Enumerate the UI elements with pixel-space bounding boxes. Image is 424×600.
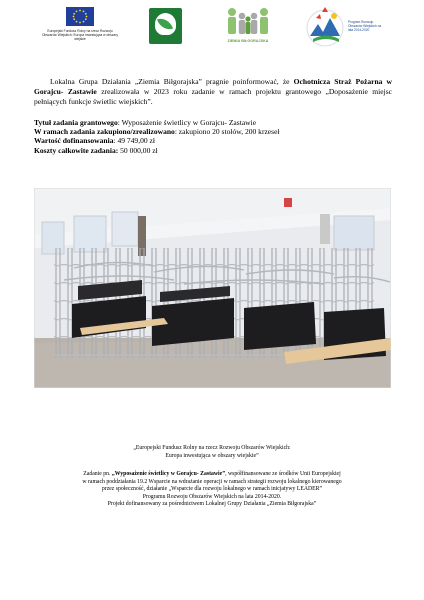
detail-purchased-value: : zakupiono 20 stołów, 200 krzeseł bbox=[174, 127, 280, 137]
detail-purchased-label: W ramach zadania zakupiono/zrealizowano bbox=[34, 127, 175, 137]
footer-line: Projekt dofinansowany za pośrednictwem Lokalnej Grupy Działania „Ziemia Biłgorajska” bbox=[107, 501, 317, 507]
footer-line bbox=[0, 471, 424, 479]
footer-line: Programu Rozwoju Obszarów Wiejskich na lata 2014-2020. bbox=[142, 493, 282, 500]
eu-logo bbox=[40, 6, 120, 50]
footer-notice bbox=[0, 445, 424, 509]
leader-icon bbox=[149, 8, 182, 44]
detail-title-value: : Wyposażenie świetlicy w Gorajcu- Zastawie bbox=[117, 118, 257, 127]
prow-emblem-icon bbox=[304, 6, 348, 50]
intro-text-end: zrealizowała w 2023 roku zadanie w ramach projektu grantowego „Doposażenie miejsc pełniących funkcje świetlic wiejskich”. bbox=[34, 87, 392, 106]
detail-total bbox=[34, 146, 394, 155]
detail-funding bbox=[34, 136, 394, 145]
footer-task-name: „Wyposażenie świetlicy w Gorajcu- Zastawie” bbox=[111, 471, 226, 477]
footer-line: przez społeczność, działanie „Wsparcie dla rozwoju lokalnego w ramach inicjatywy LEADER” bbox=[101, 486, 323, 492]
prow-2014-2020-logo bbox=[304, 6, 382, 50]
eu-flag-icon bbox=[66, 7, 94, 26]
footer-text: Zadanie pn. bbox=[83, 471, 112, 477]
intro-text: Lokalna Grupa Działania „Ziemia Biłgorajska” pragnie poinformować, że bbox=[50, 77, 294, 86]
footer-line: Europa inwestująca w obszary wiejskie” bbox=[165, 452, 259, 459]
leader-logo bbox=[147, 6, 185, 50]
logo-strip bbox=[0, 6, 424, 50]
detail-total-label: Koszty całkowite zadania: bbox=[34, 145, 119, 155]
detail-funding-value: : 49 749,00 zł bbox=[113, 136, 155, 146]
detail-total-value: 50 000,00 zł bbox=[118, 145, 158, 155]
detail-title bbox=[34, 118, 394, 127]
people-icon bbox=[222, 6, 274, 38]
intro-paragraph bbox=[34, 77, 392, 107]
detail-purchased bbox=[34, 127, 394, 136]
detail-title-label: Tytuł zadania grantowego bbox=[34, 118, 118, 127]
footer-line: „Europejski Fundusz Rolny na rzecz Rozwoju Obszarów Wiejskich: bbox=[133, 445, 291, 451]
eu-logo-caption: Europejski Fundusz Rolny na rzecz Rozwoju Obszarów Wiejskich: Europa inwestująca w obszary wiejskie bbox=[41, 29, 119, 41]
hall-photo bbox=[34, 188, 391, 388]
prow-caption: Program Rozwoju Obszarów Wiejskich na lata 2014-2020 bbox=[348, 20, 382, 32]
grant-details bbox=[34, 118, 394, 155]
footer-text: , współfinansowane ze środków Unii Europejskiej bbox=[225, 471, 341, 477]
detail-funding-label: Wartość dofinansowania bbox=[34, 136, 114, 146]
lgd-ziemia-bilgorajska-logo bbox=[222, 6, 274, 50]
organization-name: Ochotnicza Straż Pożarna w Gorajcu- Zastawie bbox=[34, 77, 393, 96]
lgd-caption: ZIEMIA BIŁGORAJSKA bbox=[227, 39, 269, 43]
footer-line: w ramach poddziałania 19.2 Wsparcie na wdrażanie operacji w ramach strategii rozwoju lokalnego kierowanego bbox=[82, 478, 342, 485]
